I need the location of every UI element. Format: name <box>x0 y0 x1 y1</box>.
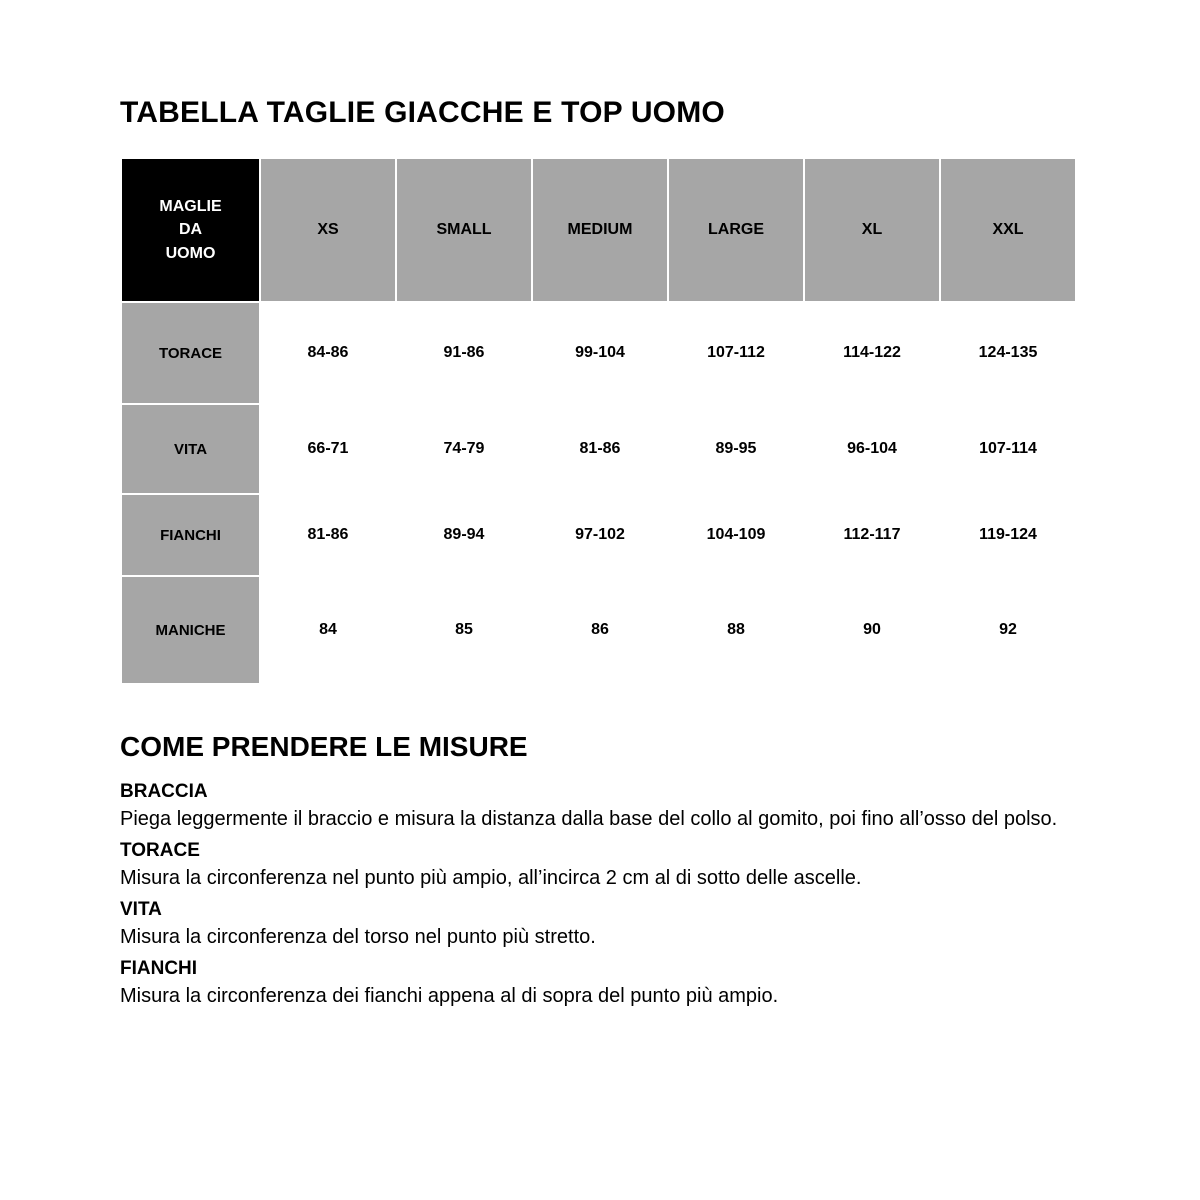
instruction-heading-braccia: BRACCIA <box>120 781 208 802</box>
corner-line-2: DA <box>178 221 203 239</box>
cell-vita-xs: 66-71 <box>260 404 396 494</box>
cell-torace-large: 107-112 <box>668 302 804 404</box>
instruction-block-braccia <box>120 781 1080 834</box>
cell-maniche-large: 88 <box>668 576 804 684</box>
column-header-large: LARGE <box>668 158 804 302</box>
instructions-title: COME PRENDERE LE MISURE <box>120 731 528 762</box>
cell-maniche-xs: 84 <box>260 576 396 684</box>
instruction-text-fianchi: Misura la circonferenza dei fianchi appena al di sopra del punto più ampio. <box>120 985 779 1007</box>
cell-torace-medium: 99-104 <box>532 302 668 404</box>
cell-vita-medium: 81-86 <box>532 404 668 494</box>
column-header-xl: XL <box>804 158 940 302</box>
cell-fianchi-large: 104-109 <box>668 494 804 576</box>
corner-line-1: MAGLIE <box>159 198 222 216</box>
instruction-block-torace <box>120 840 1080 893</box>
cell-fianchi-small: 89-94 <box>396 494 532 576</box>
size-table-head <box>121 158 1076 302</box>
column-header-xs: XS <box>260 158 396 302</box>
cell-vita-xl: 96-104 <box>804 404 940 494</box>
column-header-medium: MEDIUM <box>532 158 668 302</box>
size-table-container <box>120 157 1080 685</box>
page-title: TABELLA TAGLIE GIACCHE E TOP UOMO <box>120 96 725 129</box>
cell-vita-xxl: 107-114 <box>940 404 1076 494</box>
cell-maniche-xl: 90 <box>804 576 940 684</box>
cell-fianchi-medium: 97-102 <box>532 494 668 576</box>
corner-line-3: UOMO <box>165 244 216 262</box>
table-row <box>121 404 1076 494</box>
instruction-text-braccia: Piega leggermente il braccio e misura la distanza dalla base del collo al gomito, poi fino all’osso del polso. <box>120 808 1058 830</box>
row-label-maniche: MANICHE <box>121 576 260 684</box>
column-header-small: SMALL <box>396 158 532 302</box>
instruction-block-fianchi <box>120 958 1080 1011</box>
table-row <box>121 576 1076 684</box>
instruction-text-vita: Misura la circonferenza del torso nel punto più stretto. <box>120 926 596 948</box>
cell-torace-xxl: 124-135 <box>940 302 1076 404</box>
row-label-torace: TORACE <box>121 302 260 404</box>
cell-torace-small: 91-86 <box>396 302 532 404</box>
column-header-xxl: XXL <box>940 158 1076 302</box>
instruction-text-torace: Misura la circonferenza nel punto più ampio, all’incirca 2 cm al di sotto delle ascelle. <box>120 867 862 889</box>
table-header-row <box>121 158 1076 302</box>
cell-fianchi-xl: 112-117 <box>804 494 940 576</box>
cell-torace-xl: 114-122 <box>804 302 940 404</box>
instruction-heading-fianchi: FIANCHI <box>120 958 198 979</box>
cell-vita-large: 89-95 <box>668 404 804 494</box>
table-row <box>121 494 1076 576</box>
table-corner-label <box>121 158 260 302</box>
cell-maniche-xxl: 92 <box>940 576 1076 684</box>
cell-maniche-medium: 86 <box>532 576 668 684</box>
cell-fianchi-xs: 81-86 <box>260 494 396 576</box>
instruction-heading-torace: TORACE <box>120 840 200 861</box>
size-table <box>120 157 1077 685</box>
cell-torace-xs: 84-86 <box>260 302 396 404</box>
size-table-body <box>121 302 1076 684</box>
table-row <box>121 302 1076 404</box>
row-label-fianchi: FIANCHI <box>121 494 260 576</box>
cell-fianchi-xxl: 119-124 <box>940 494 1076 576</box>
instruction-block-vita <box>120 899 1080 952</box>
cell-maniche-small: 85 <box>396 576 532 684</box>
cell-vita-small: 74-79 <box>396 404 532 494</box>
instruction-heading-vita: VITA <box>120 899 162 920</box>
row-label-vita: VITA <box>121 404 260 494</box>
